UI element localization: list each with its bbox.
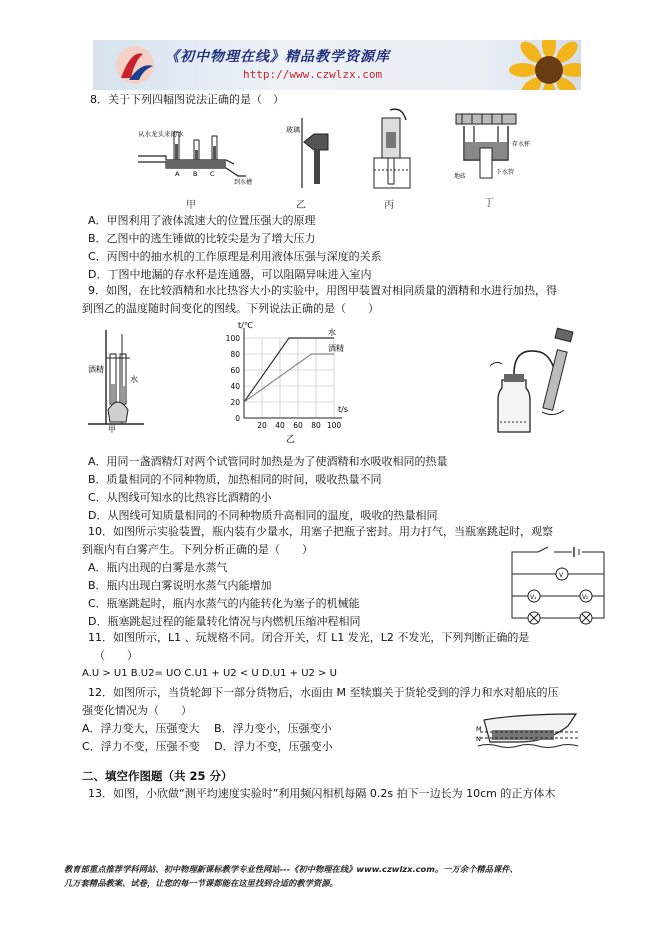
site-url[interactable]: http://www.czwlzx.com [243,68,383,81]
q10-stem-line1: 10．如图所示实验装置，瓶内装有少量水，用塞子把瓶子密封。用力打气，当瓶塞跳起时，观察 [88,525,553,538]
q9-option-c: C．从图线可知水的比热容比酒精的小 [88,491,272,504]
fig-bing-caption: 丙 [384,200,394,211]
q10-option-b: B．瓶内出现白雾说明水蒸气内能增加 [88,579,272,592]
alcohol-label-1: 酒精 [88,365,104,374]
figure-escape-hammer [284,118,334,188]
chart-caption: 乙 [286,435,296,445]
q9-stem-line2: 到图乙的温度随时间变化的图线。下列说法正确的是（ ） [82,302,379,315]
fig9-jia-caption: 甲 [108,425,116,434]
q10-stem-line2: 到瓶内有白雾产生。下列分析正确的是（ ） [82,543,313,556]
chart-x-axis-label: t/s [338,405,348,414]
chart-x-tick-label: 80 [311,421,321,430]
figure-bottle-pump [484,326,580,438]
tube-a-label: A [175,170,180,178]
chart-x-tick-label: 100 [326,421,342,430]
chart-y-tick-label: 20 [230,398,240,407]
fig-jia-caption: 甲 [186,200,196,211]
fig-yi-caption: 乙 [296,200,306,211]
q8-option-b: B．乙图中的逃生锤做的比较尖是为了增大压力 [88,232,316,245]
chart-y-tick-label: 80 [230,350,240,359]
q11-options: A.U > U1 B.U2= UO C.U1 + U2 < U D.U1 + U2 > U [82,668,337,679]
cup-label: 存水杯 [512,141,531,148]
waterline-n-label: N [476,735,481,743]
to-sink-label: 到水槽 [234,179,253,186]
header-banner [93,40,581,90]
waterline-m-label: M [476,725,482,733]
tube-b-label: B [193,170,198,178]
q8-option-a: A．甲图利用了液体流速大的位置压强大的原理 [88,214,316,227]
q13-stem: 13．如图，小欣做“测平均速度实验时”利用频闪相机每隔 0.2s 拍下一边长为 10cm 的正方体木 [88,787,556,800]
figure-circuit [508,546,608,624]
q10-option-c: C．瓶塞跳起时，瓶内水蒸气的内能转化为塞子的机械能 [88,597,360,610]
q12-stem-line1: 12．如图所示，当货轮卸下一部分货物后，水面由 M 至犊翦关于货轮受到的浮力和水对船底的压 [88,686,559,699]
chart-series-label: 水 [328,328,336,337]
temperature-time-chart [210,318,350,450]
figure-cargo-ship [478,712,578,754]
q11-stem-line1: 11．如图所示，L1 、玩规格不同。闭合开关，灯 L1 发光，L2 不发光，下列判断正确的是 [88,631,530,644]
q8-option-d: D．丁图中地漏的存水杯是连通器，可以阻隔异味进入室内 [88,268,372,281]
drain-label: 下水管 [496,169,515,176]
site-logo-icon [113,44,157,86]
chart-y-tick-label: 100 [225,334,240,343]
chart-y-tick-label: 0 [235,414,240,423]
q9-stem-line1: 9．如图，在比较酒精和水比热容大小的实验中，用图甲装置对相同质量的酒精和水进行加热，得 [88,284,557,297]
fig-ding-caption: 丁 [484,198,494,209]
q9-option-a: A．用同一盏酒精灯对两个试管同时加热是为了使酒精和水吸收相同的热量 [88,455,448,468]
q8-option-c: C．丙图中的抽水机的工作原理是利用液体压强与深度的关系 [88,250,382,263]
chart-x-tick-label: 20 [257,421,267,430]
q10-option-a: A．瓶内出现的白雾是水蒸气 [88,561,228,574]
section2-title: 二、填空作图题（共 25 分） [82,769,233,783]
chart-series-label: 酒精 [328,344,344,353]
footer-line1: 教育部重点推荐学科网站、初中物理新课标教学专业性网站---《初中物理在线》www.czwlzx.com。一万余个精品课件、 [64,864,518,874]
q8-stem: 8．关于下列四幅图说法正确的是（ ） [90,93,284,106]
voltmeter-v1-label: V₁ [530,594,537,601]
q11-stem-line2: （ ） [94,649,138,662]
floor-label: 地砖 [454,173,467,180]
water-label: 水 [130,375,138,384]
site-title: 《初中物理在线》精品教学资源库 [165,49,390,65]
chart-x-tick-label: 60 [293,421,303,430]
chart-y-tick-label: 60 [230,366,240,375]
q10-option-d: D．瓶塞跳起过程的能量转化情况与内燃机压缩冲程相同 [88,615,361,628]
q12-options-row2: C．浮力不变，压强不变 D．浮力不变，压强变小 [82,740,333,753]
q9-option-b: B．质量相同的不同种物质，加热相同的时间，吸收热量不同 [88,473,382,486]
figure-water-pump [372,108,416,190]
glass-label-top: 玻璃 [286,126,300,134]
figure-heating-apparatus [86,328,146,432]
figure-venturi-tube [138,126,253,186]
tap-water-label: 从水龙头来的水 [138,130,184,138]
chart-x-tick-label: 40 [275,421,285,430]
q12-stem-line2: 强变化情况为（ ） [82,704,192,717]
voltmeter-v-label: V [559,572,564,579]
q12-options-row1: A．浮力变大，压强变大 B．浮力变小，压强变小 [82,722,332,735]
figure-floor-drain [452,112,548,188]
chart-series-line [244,354,334,402]
footer-line2: 几万套精品教案、试卷，让您的每一节课都能在这里找到合适的教学资源。 [64,878,338,888]
chart-y-axis-label: t/℃ [238,321,253,330]
chart-y-tick-label: 40 [230,382,240,391]
tube-c-label: C [210,170,215,178]
q9-option-d: D．从图线可知质量相同的不同种物质升高相同的温度，吸收的热量相同 [88,509,438,522]
voltmeter-v2-label: V₂ [582,594,589,601]
sunflower-icon [509,40,581,90]
